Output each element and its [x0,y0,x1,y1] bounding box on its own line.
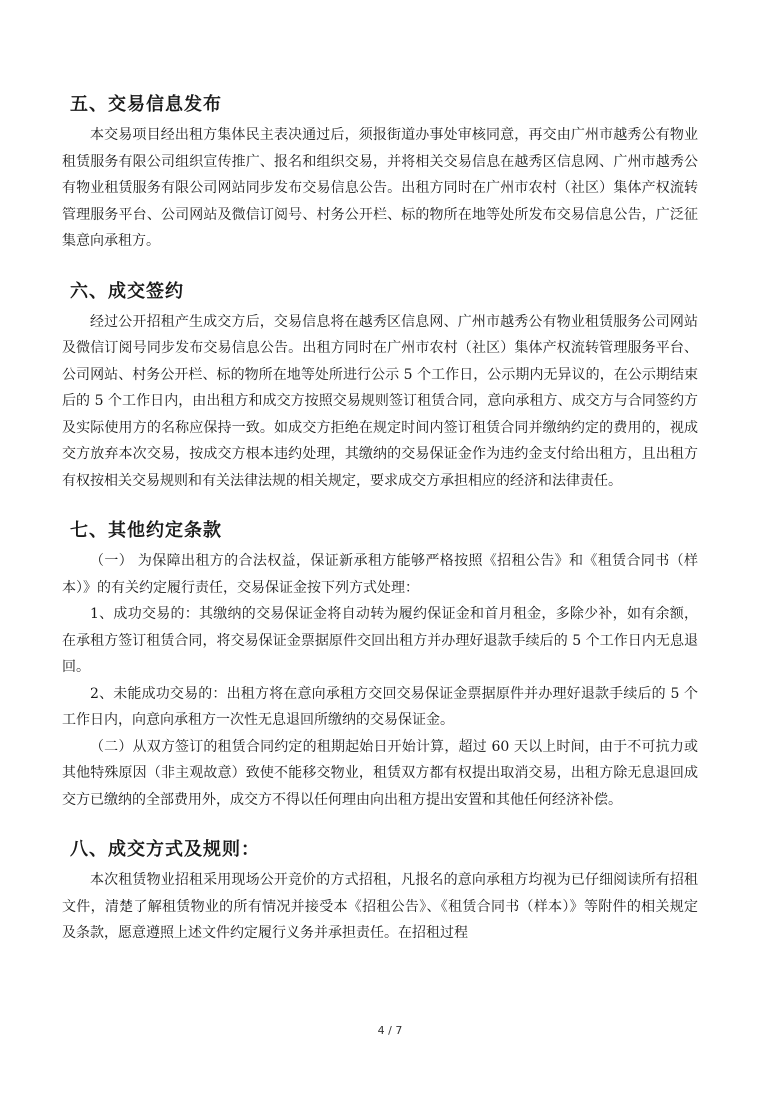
section-other-terms [62,516,698,813]
paragraph: 本交易项目经出租方集体民主表决通过后，须报街道办事处审核同意，再交由广州市越秀公有物业租赁服务有限公司组织宣传推广、报名和组织交易，并将相关交易信息在越秀区信息网、广州市越秀公有物业租赁服务有限公司网站同步发布交易信息公告。出租方同时在广州市农村（社区）集体产权流转管理服务平台、公司网站及微信订阅号、村务公开栏、标的物所在地等处所发布交易信息公告，广泛征集意向承租方。 [62,127,698,249]
paragraph: 1、成功交易的：其缴纳的交易保证金将自动转为履约保证金和首月租金，多除少补，如有余额，在承租方签订租赁合同，将交易保证金票据原件交回出租方并办理好退款手续后的 5 个工作日内无息退回。 [62,606,698,675]
paragraph: （二）从双方签订的租赁合同约定的租期起始日开始计算，超过 60 天以上时间，由于不可抗力或其他特殊原因（非主观故意）致使不能移交物业，租赁双方都有权提出取消交易，出租方除无息退回成交方已缴纳的全部费用外，成交方不得以任何理由向出租方提出安置和其他任何经济补偿。 [62,738,698,808]
section-heading: 七、其他约定条款 [70,520,222,541]
section-transaction-rules [62,835,698,947]
paragraph: 经过公开招租产生成交方后，交易信息将在越秀区信息网、广州市越秀公有物业租赁服务公司网站及微信订阅号同步发布交易信息公告。出租方同时在广州市农村（社区）集体产权流转管理服务平台、公司网站、村务公开栏、标的物所在地等处所进行公示 5 个工作日，公示期内无异议的，在公示期结束后的 5 个工作日内，由出租方和成交方按照交易规则签订租赁合同，意向承租方、成交方与合同签约方及实际使用方的名称应保持一致。如成交方拒绝在规定时间内签订租赁合同并缴纳约定的费用的，视成交方放弃本次交易，按成交方根本违约处理，其缴纳的交易保证金作为违约金支付给出租方，且出租方有权按相关交易规则和有关法律法规的相关规定，要求成交方承担相应的经济和法律责任。 [62,313,698,489]
section-heading: 八、成交方式及规则： [70,839,260,860]
paragraph: 2、未能成功交易的：出租方将在意向承租方交回交易保证金票据原件并办理好退款手续后的 5 个工作日内，向意向承租方一次性无息退回所缴纳的交易保证金。 [62,685,698,728]
page-number: 4 / 7 [377,1024,403,1037]
paragraph: （一） 为保障出租方的合法权益，保证新承租方能够严格按照《招租公告》和《租赁合同书（样本）》的有关约定履行责任，交易保证金按下列方式处理： [62,553,698,596]
section-signing [62,277,698,495]
section-heading: 六、成交签约 [70,280,184,302]
paragraph: 本次租赁物业招租采用现场公开竞价的方式招租，凡报名的意向承租方均视为已仔细阅读所有招租文件，清楚了解租赁物业的所有情况并接受本《招租公告》、《租赁合同书（样本）》等附件的相关规定及条款，愿意遵照上述文件约定履行义务并承担责任。在招租过程 [62,872,698,941]
section-heading: 五、交易信息发布 [70,94,222,115]
section-info-release [62,90,698,255]
